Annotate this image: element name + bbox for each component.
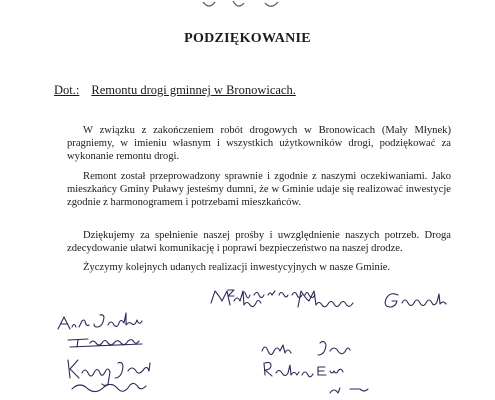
subject-text: Remontu drogi gminnej w Bronowicach. xyxy=(91,83,296,97)
body-paragraph: Życzymy kolejnych udanych realizacji inwestycyjnych w nasze Gminie. xyxy=(83,262,391,273)
body-paragraph: W związku z zakończeniem robót drogowych w Bronowicach (Mały Młynek) pragniemy, w imieniu własnym i wszystkich użytkowników drogi, podziękować za wykonanie remontu drogi. xyxy=(67,125,451,163)
body-paragraph: Remont został przeprowadzony sprawnie i zgodnie z naszymi oczekiwaniami. Jako mieszkańcy Gminy Puławy jesteśmy dumni, że w Gminie udaje się realizować inwestycje zgodnie z harmonogramem i potrzebami mieszkańców. xyxy=(67,171,451,209)
signatures-area xyxy=(0,285,495,400)
signature-4 xyxy=(211,291,446,307)
signature-2 xyxy=(68,339,142,347)
subject-line xyxy=(54,83,296,98)
signature-5 xyxy=(262,341,350,355)
subject-label: Dot.: xyxy=(54,83,80,97)
signature-6 xyxy=(264,362,343,376)
body-paragraph: Dziękujemy za spełnienie naszej prośby i uwzględnienie naszych potrzeb. Droga zdecydowanie ułatwi komunikację i poprawi bezpieczeństwo na naszej drodze. xyxy=(67,230,451,255)
signature-3 xyxy=(68,360,150,386)
document-title: PODZIĘKOWANIE xyxy=(184,31,311,46)
letterhead-fragment xyxy=(195,0,305,14)
signature-1 xyxy=(58,313,142,329)
